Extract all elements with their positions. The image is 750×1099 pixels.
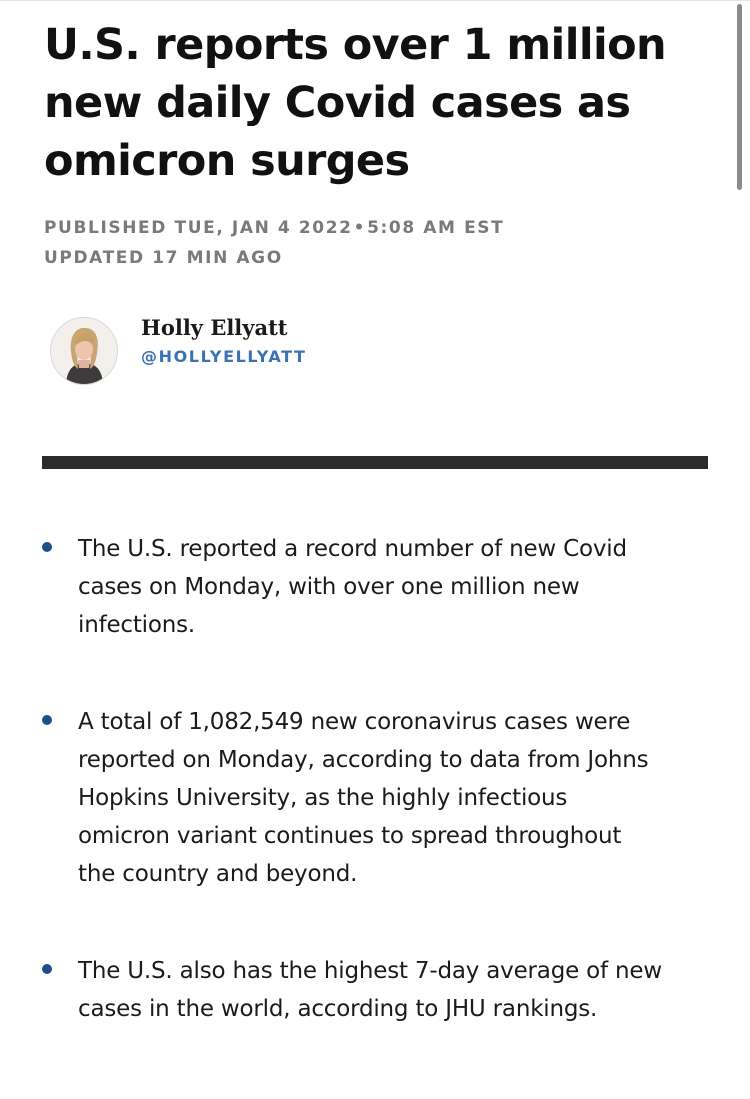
author-avatar[interactable] [50, 317, 118, 385]
bullet-icon [42, 542, 52, 552]
key-point [42, 530, 662, 644]
scrollbar-thumb[interactable] [737, 4, 742, 190]
published-time: 5:08 AM EST [367, 218, 505, 238]
author-photo-icon [51, 318, 117, 384]
bullet-icon [42, 715, 52, 725]
article [44, 16, 708, 397]
key-point [42, 703, 662, 893]
author-name[interactable]: Holly Ellyatt [141, 315, 288, 340]
published-label: PUBLISHED [44, 218, 167, 238]
key-point-text: The U.S. reported a record number of new Covid cases on Monday, with over one million new infections. [78, 536, 627, 638]
author-byline [44, 317, 708, 397]
article-headline: U.S. reports over 1 million new daily Covid cases as omicron surges [44, 20, 667, 186]
article-timestamps [44, 213, 708, 273]
published-date: TUE, JAN 4 2022 [174, 218, 353, 238]
key-point-text: The U.S. also has the highest 7-day average of new cases in the world, according to JHU rankings. [78, 958, 662, 1022]
updated-line: UPDATED 17 MIN AGO [44, 248, 283, 268]
published-line [44, 213, 708, 243]
key-point-text: A total of 1,082,549 new coronavirus cases were reported on Monday, according to data from Johns Hopkins University, as the highly infectious omicron variant continues to spread throughout the country and beyond. [78, 709, 649, 887]
top-edge-rule [0, 0, 750, 1]
author-twitter-handle[interactable]: @HOLLYELLYATT [141, 347, 307, 366]
key-points-divider [42, 456, 708, 469]
published-separator: • [353, 218, 367, 238]
bullet-icon [42, 964, 52, 974]
key-point [42, 952, 662, 1028]
key-points-list [42, 530, 662, 1028]
